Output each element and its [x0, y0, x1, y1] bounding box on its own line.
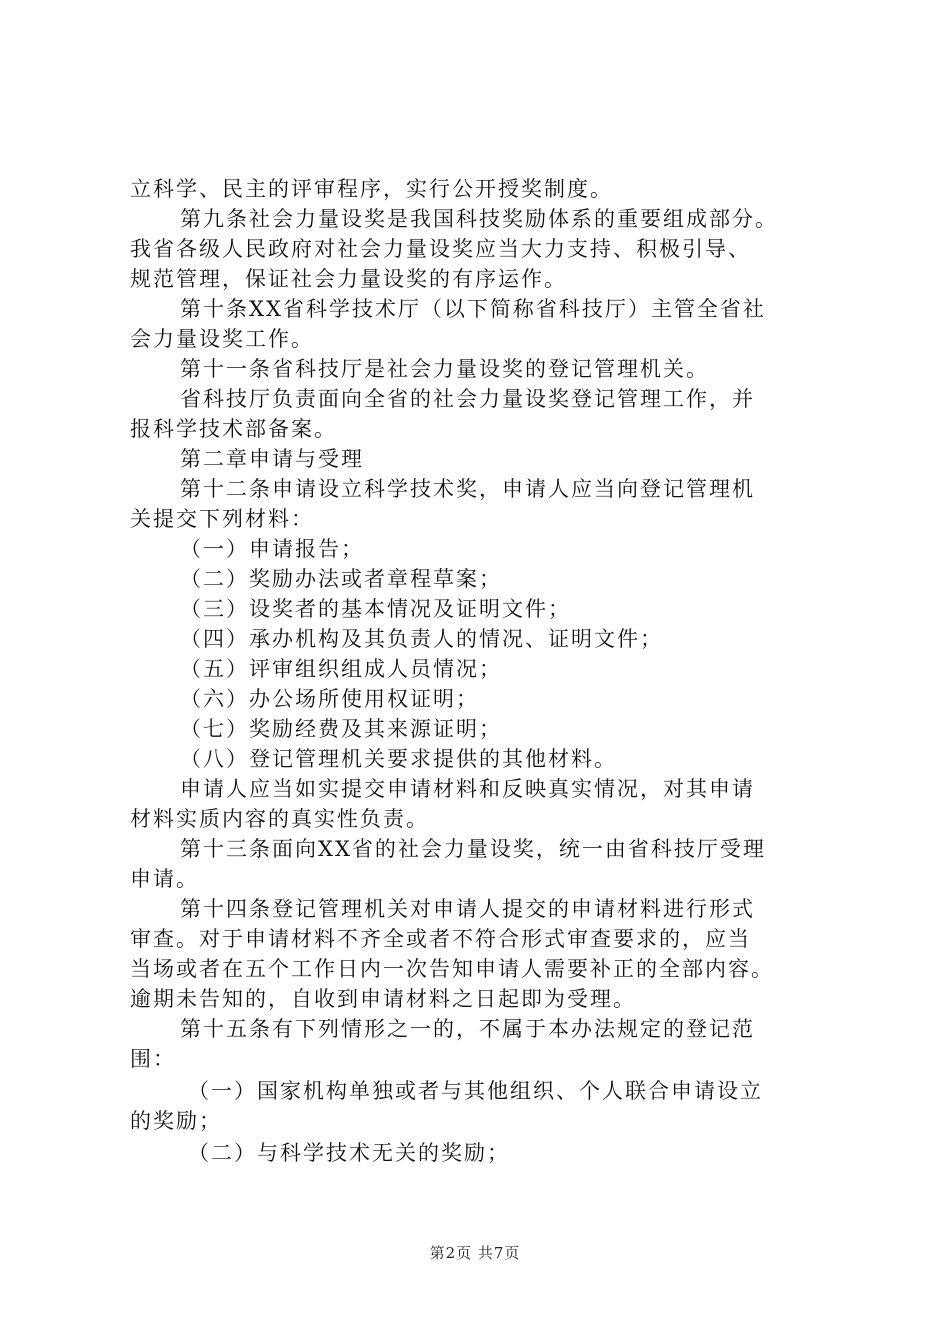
text-line: 逾期未告知的，自收到申请材料之日起即为受理。	[130, 987, 636, 1011]
text-line: 围：	[130, 1047, 176, 1071]
list-item: （三）设奖者的基本情况及证明文件；	[180, 597, 571, 621]
text-line: 当场或者在五个工作日内一次告知申请人需要补正的全部内容。	[130, 957, 774, 981]
page-number: 第2页 共7页	[429, 1244, 521, 1262]
article-15: 第十五条有下列情形之一的，不属于本办法规定的登记范	[180, 1017, 755, 1041]
text-line: 的奖励；	[130, 1109, 222, 1133]
text-line: 立科学、民主的评审程序，实行公开授奖制度。	[130, 177, 613, 201]
list-item: （七）奖励经费及其来源证明；	[180, 717, 502, 741]
article-12: 第十二条申请设立科学技术奖，申请人应当向登记管理机	[180, 477, 755, 501]
text-line: 规范管理，保证社会力量设奖的有序运作。	[130, 267, 567, 291]
chapter-heading: 第二章申请与受理	[180, 447, 364, 471]
text-line: 关提交下列材料：	[130, 507, 314, 531]
text-line: 材料实质内容的真实性负责。	[130, 807, 429, 831]
text-line: 我省各级人民政府对社会力量设奖应当大力支持、积极引导、	[130, 237, 751, 261]
list-item: （四）承办机构及其负责人的情况、证明文件；	[180, 627, 663, 651]
article-10: 第十条XX省科学技术厅（以下简称省科技厅）主管全省社	[180, 297, 766, 321]
list-item: （二）与科学技术无关的奖励；	[188, 1141, 510, 1165]
list-item: （二）奖励办法或者章程草案；	[180, 567, 502, 591]
document-body	[130, 174, 850, 1168]
paragraph: 申请人应当如实提交申请材料和反映真实情况，对其申请	[180, 777, 755, 801]
article-11: 第十一条省科技厅是社会力量设奖的登记管理机关。	[180, 357, 709, 381]
list-item: （六）办公场所使用权证明；	[180, 687, 479, 711]
text-line: 会力量设奖工作。	[130, 327, 314, 351]
text-line: 审查。对于申请材料不齐全或者不符合形式审查要求的，应当	[130, 927, 751, 951]
text-line: 报科学技术部备案。	[130, 417, 337, 441]
article-13: 第十三条面向XX省的社会力量设奖，统一由省科技厅受理	[180, 837, 766, 861]
article-14: 第十四条登记管理机关对申请人提交的申请材料进行形式	[180, 897, 755, 921]
list-item: （一）申请报告；	[180, 537, 364, 561]
list-item: （一）国家机构单独或者与其他组织、个人联合申请设立	[188, 1079, 763, 1103]
paragraph: 省科技厅负责面向全省的社会力量设奖登记管理工作，并	[180, 387, 755, 411]
article-9: 第九条社会力量设奖是我国科技奖励体系的重要组成部分。	[180, 207, 778, 231]
list-item: （八）登记管理机关要求提供的其他材料。	[180, 747, 617, 771]
text-line: 申请。	[130, 867, 199, 891]
list-item: （五）评审组织组成人员情况；	[180, 657, 502, 681]
